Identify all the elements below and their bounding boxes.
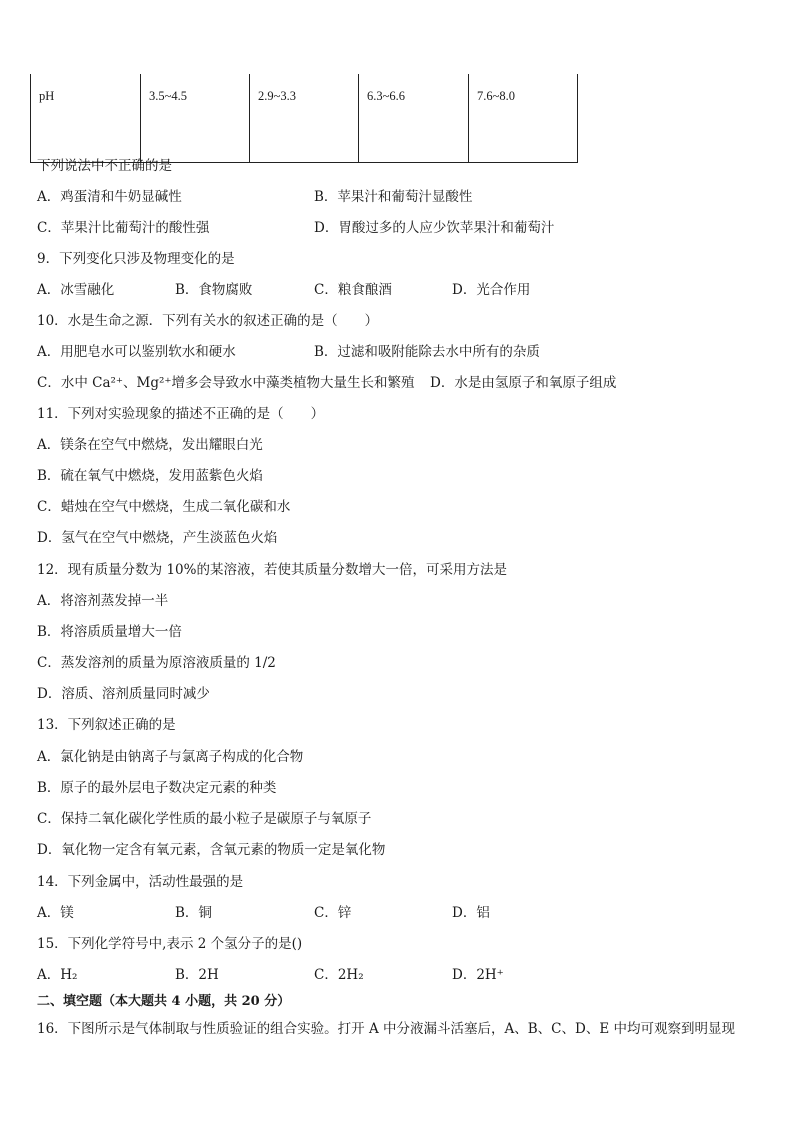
question-stem: 9．下列变化只涉及物理变化的是 — [37, 251, 235, 267]
option-b: B．苹果汁和葡萄汁显酸性 — [314, 189, 473, 205]
option-d: D．铝 — [452, 905, 490, 921]
option-c: C．粮食酿酒 — [314, 282, 392, 298]
option-c: C．水中 Ca²⁺、Mg²⁺增多会导致水中藻类植物大量生长和繁殖 — [37, 375, 415, 391]
question-stem: 12．现有质量分数为 10%的某溶液，若使其质量分数增大一倍，可采用方法是 — [37, 562, 507, 578]
option-b: B．铜 — [175, 905, 212, 921]
option-a: A．镁 — [37, 905, 74, 921]
table-cell: pH — [31, 74, 141, 163]
option-c: C．蜡烛在空气中燃烧，生成二氧化碳和水 — [37, 499, 291, 515]
option-b: B．硫在氧气中燃烧，发用蓝紫色火焰 — [37, 468, 263, 484]
option-d: D．胃酸过多的人应少饮苹果汁和葡萄汁 — [314, 220, 555, 236]
option-c: C．苹果汁比葡萄汁的酸性强 — [37, 220, 210, 236]
option-a: A．鸡蛋清和牛奶显碱性 — [37, 189, 182, 205]
question-stem: 下列说法中不正确的是 — [37, 158, 172, 174]
option-c: C．2H₂ — [314, 967, 364, 983]
option-a: A．冰雪融化 — [37, 282, 115, 298]
option-a: A．将溶剂蒸发掉一半 — [37, 593, 169, 609]
option-a: A．H₂ — [37, 967, 78, 983]
option-c: C．保持二氧化碳化学性质的最小粒子是碳原子与氧原子 — [37, 811, 372, 827]
ph-table — [30, 74, 578, 163]
question-stem: 13．下列叙述正确的是 — [37, 717, 176, 733]
option-c: C．蒸发溶剂的质量为原溶液质量的 1/2 — [37, 655, 276, 671]
option-a: A．氯化钠是由钠离子与氯离子构成的化合物 — [37, 749, 304, 765]
question-stem: 14．下列金属中，活动性最强的是 — [37, 874, 244, 890]
section-heading: 二、填空题（本大题共 4 小题，共 20 分） — [37, 994, 291, 1009]
table-cell: 2.9~3.3 — [250, 74, 359, 163]
option-b: B．食物腐败 — [175, 282, 253, 298]
option-d: D．氢气在空气中燃烧，产生淡蓝色火焰 — [37, 530, 278, 546]
question-stem: 15．下列化学符号中,表示 2 个氢分子的是() — [37, 936, 303, 952]
option-b: B．过滤和吸附能除去水中所有的杂质 — [314, 344, 540, 360]
option-d: D．水是由氢原子和氧原子组成 — [430, 375, 617, 391]
option-b: B．2H — [175, 967, 219, 983]
option-c: C．锌 — [314, 905, 352, 921]
option-d: D．2H⁺ — [452, 967, 504, 983]
table-cell: 3.5~4.5 — [141, 74, 250, 163]
table-cell: 6.3~6.6 — [359, 74, 469, 163]
question-stem: 10．水是生命之源．下列有关水的叙述正确的是（ ） — [37, 313, 379, 329]
option-d: D．氧化物一定含有氧元素，含氧元素的物质一定是氧化物 — [37, 842, 386, 858]
option-d: D．光合作用 — [452, 282, 531, 298]
option-d: D．溶质、溶剂质量同时减少 — [37, 686, 210, 702]
table-row — [31, 74, 578, 163]
table-cell: 7.6~8.0 — [469, 74, 578, 163]
option-b: B．将溶质质量增大一倍 — [37, 624, 182, 640]
option-b: B．原子的最外层电子数决定元素的种类 — [37, 780, 277, 796]
option-a: A．镁条在空气中燃烧，发出耀眼白光 — [37, 437, 263, 453]
question-stem: 16．下图所示是气体制取与性质验证的组合实验。打开 A 中分液漏斗活塞后，A、B、C、D、E 中均可观察到明显现 — [37, 1021, 735, 1037]
option-a: A．用肥皂水可以鉴别软水和硬水 — [37, 344, 236, 360]
question-stem: 11．下列对实验现象的描述不正确的是（ ） — [37, 406, 325, 422]
